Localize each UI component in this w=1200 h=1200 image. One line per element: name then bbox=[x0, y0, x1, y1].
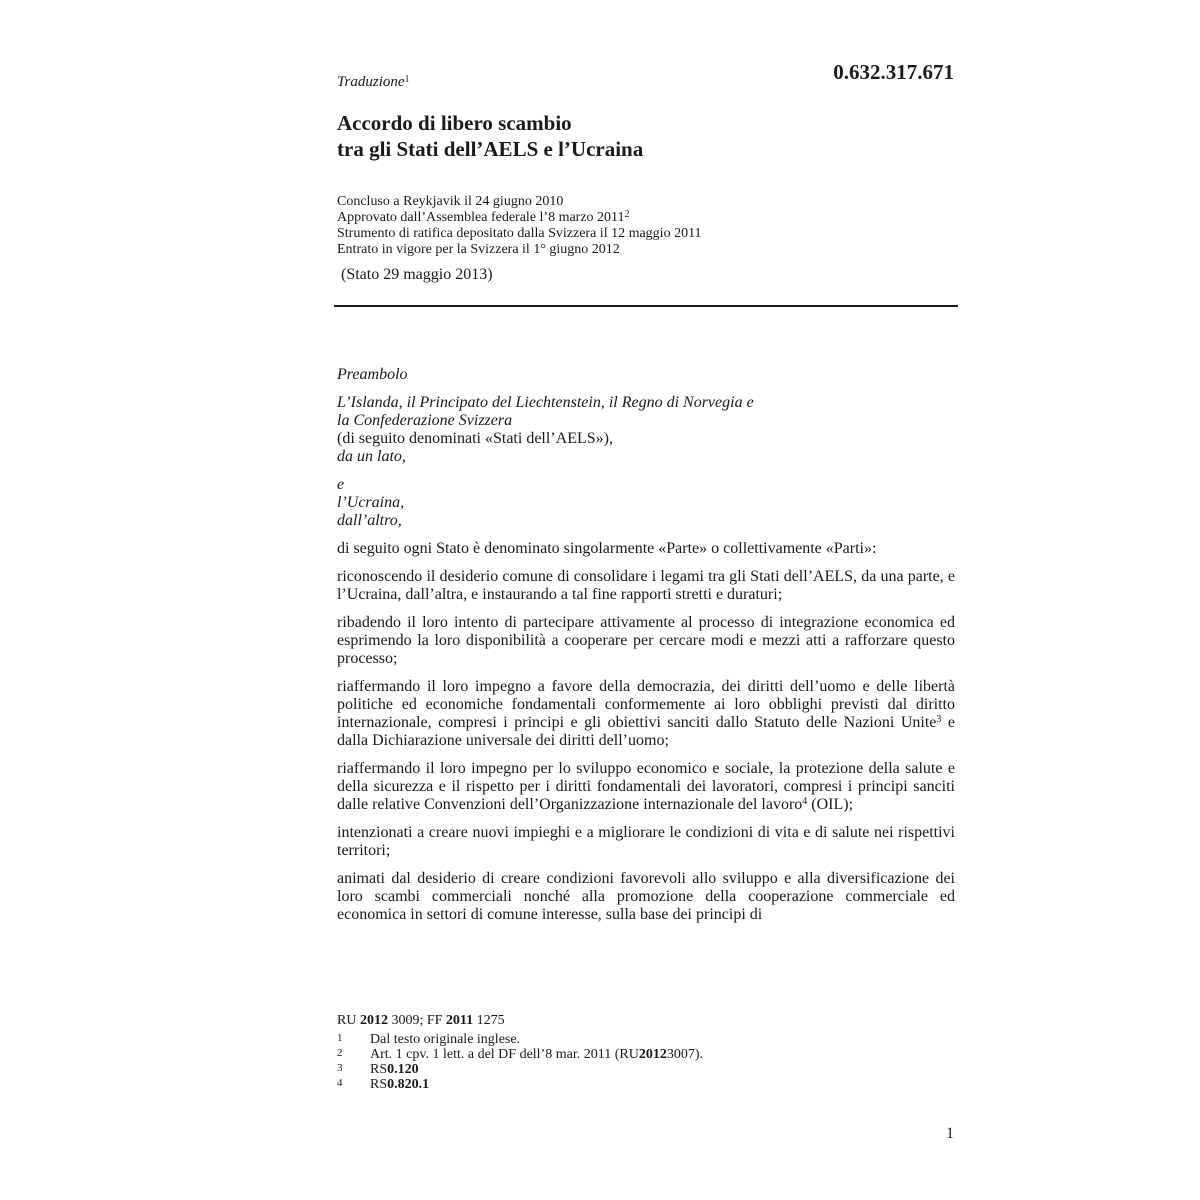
parties-side: dall’altro, bbox=[337, 512, 402, 529]
document-metadata bbox=[337, 194, 955, 258]
footnote-number: 1 bbox=[337, 1032, 343, 1044]
paragraph: riconoscendo il desiderio comune di consolidare i legami tra gli Stati dell’AELS, da una parte, e l’Ucraina, dall’altra, e instaurando a tal fine rapporti stretti e duraturi; bbox=[337, 568, 955, 603]
in-force-line: Entrato in vigore per la Svizzera il 1° giugno 2012 bbox=[337, 242, 620, 257]
paragraph: ribadendo il loro intento di partecipare attivamente al processo di integrazione economica ed esprimendo la loro disponibilità a cooperare per cercare modi e mezzi atti a rafforzare questo processo; bbox=[337, 614, 955, 667]
footnote-marker[interactable]: 2 bbox=[624, 209, 630, 220]
divider bbox=[334, 305, 958, 307]
parties-line: l’Ucraina, bbox=[337, 494, 405, 511]
ratification-line: Strumento di ratifica depositato dalla Svizzera il 12 maggio 2011 bbox=[337, 226, 702, 241]
footnote-number: 2 bbox=[337, 1047, 343, 1059]
footnote-marker[interactable]: 4 bbox=[802, 796, 808, 807]
footnote-item: 4 RS 0.820.1 bbox=[337, 1077, 430, 1092]
title-line: tra gli Stati dell’AELS e l’Ucraina bbox=[337, 137, 644, 161]
page-number: 1 bbox=[946, 1125, 954, 1142]
footnote-number: 4 bbox=[337, 1077, 343, 1089]
paragraph: riaffermando il loro impegno per lo sviluppo economico e sociale, la protezione della salute e della sicurezza e il rispetto per i diritti fondamentali dei lavoratori, compresi i principi sanciti dalle relative Convenzioni dell’Organizzazione internazionale del lavoro$^4$ (OIL); bbox=[337, 760, 955, 813]
paragraph: animati dal desiderio di creare condizioni favorevoli allo sviluppo e alla diversificazione dei loro scambi commerciali nonché alla promozione della cooperazione commerciale ed economica in settori di comune interesse, sulla base dei principi di bbox=[337, 870, 955, 923]
conjunction: e bbox=[337, 476, 345, 493]
footnote-item: 1 Dal testo originale inglese. bbox=[337, 1032, 521, 1047]
footnote-marker[interactable]: 3 bbox=[936, 714, 942, 725]
paragraph: di seguito ogni Stato è denominato singolarmente «Parte» o collettivamente «Parti»: bbox=[337, 540, 877, 557]
preamble-heading: Preambolo bbox=[337, 366, 408, 383]
concluded-line: Concluso a Reykjavik il 24 giugno 2010 bbox=[337, 194, 564, 209]
document-number: 0.632.317.671 bbox=[833, 60, 954, 84]
document-title bbox=[337, 110, 955, 162]
paragraph: riaffermando il loro impegno a favore della democrazia, dei diritti dell’uomo e delle libertà politiche ed economiche fondamentali conformemente ai loro obblighi previsti dal diritto internazionale, compresi i principi e gli obiettivi sanciti dallo Statuto delle Nazioni Unite$^3$ e dalla Dichiarazione universale dei diritti dell’uomo; bbox=[337, 678, 955, 749]
footnote-item: 2 Art. 1 cpv. 1 lett. a del DF dell’8 mar. 2011 (RU 2012 3007). bbox=[337, 1047, 703, 1062]
parties-line: L’Islanda, il Principato del Liechtenstein, il Regno di Norvegia e bbox=[337, 394, 754, 411]
footnote-marker[interactable]: 1 bbox=[404, 74, 410, 85]
footnotes bbox=[337, 1032, 955, 1092]
parties-line: la Confederazione Svizzera bbox=[337, 412, 513, 429]
title-line: Accordo di libero scambio bbox=[337, 111, 572, 135]
parties-denomination: (di seguito denominati «Stati dell’AELS»), bbox=[337, 430, 613, 447]
translation-label: Traduzione$^1$ bbox=[337, 74, 410, 90]
status-date: (Stato 29 maggio 2013) bbox=[341, 266, 493, 283]
approved-line: Approvato dall’Assemblea federale l’8 marzo 2011$^2$ bbox=[337, 209, 630, 225]
document-body bbox=[337, 366, 955, 924]
publication-reference: RU 2012 3009; FF 2011 1275 bbox=[337, 1013, 505, 1028]
parties-side: da un lato, bbox=[337, 448, 406, 465]
footnote-item: 3 RS 0.120 bbox=[337, 1062, 419, 1077]
paragraph: intenzionati a creare nuovi impieghi e a migliorare le condizioni di vita e di salute nei rispettivi territori; bbox=[337, 824, 955, 859]
footnote-number: 3 bbox=[337, 1062, 343, 1074]
